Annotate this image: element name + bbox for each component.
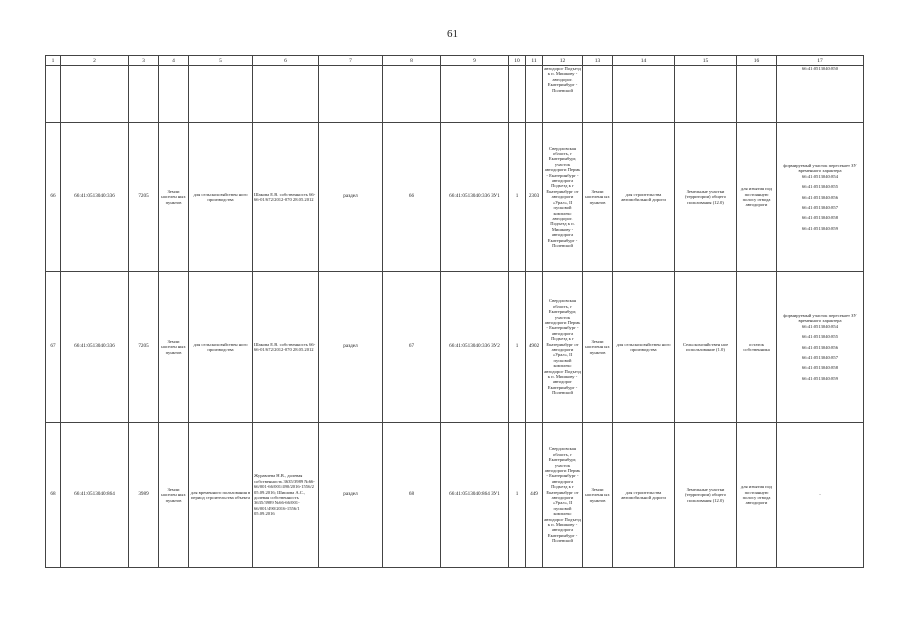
list-item: 66:41:0513040:857 (802, 204, 838, 210)
header-cell: 14 (613, 56, 675, 66)
classifier-cell: Сельскохозяйствен ное использование (1.0) (675, 272, 737, 423)
list-item: 66:41:0513040:856 (802, 344, 838, 350)
header-cell: 10 (509, 56, 526, 66)
cadastral-number: 66:41:0513040:864 (61, 423, 129, 568)
new-area-cell: 4902 (526, 272, 543, 423)
list-item: 66:41:0513040:857 (802, 354, 838, 360)
list-item: 66:41:0513040:854 (802, 323, 838, 329)
list-item: 66:41:0513040:856 (802, 194, 838, 200)
header-cell: 3 (129, 56, 159, 66)
new-use-cell: для строительства автомобильной дороги (613, 123, 675, 272)
header-cell: 16 (737, 56, 777, 66)
classifier-cell: Земельные участки (территории) общего пользования (12.0) (675, 423, 737, 568)
address-cell: Свердловская область, г Екатеринбург, участок автодороги Пермь - Екатеринбург - автодорога Подъезд к г Екатеринбург от автодороги «Урал», II пусковой комплекс автодорог Подъезд к п. Мишкову - автодорог Екатеринбург - Полевской (543, 272, 583, 423)
header-cell: 9 (441, 56, 509, 66)
area-cell: 3989 (129, 423, 159, 568)
note-text: формируемый участок пересекает ЗУ временного характера (783, 312, 857, 324)
header-cell: 13 (583, 56, 613, 66)
new-number-cell: 67 (383, 272, 441, 423)
cadastral-list-cell (777, 423, 864, 568)
row-number: 66 (46, 123, 61, 272)
land-category-cell: Земли населен ных пунктов (159, 423, 189, 568)
header-cell: 7 (319, 56, 383, 66)
permitted-use-cell: для временного пользования в период строительства объекта (189, 423, 253, 568)
header-cell: 2 (61, 56, 129, 66)
area-cell: 7205 (129, 272, 159, 423)
count-cell: 1 (509, 123, 526, 272)
header-cell: 12 (543, 56, 583, 66)
new-cadastral-cell: 66:41:0513040:336 ЗУ2 (441, 272, 509, 423)
continuation-row (46, 66, 864, 123)
row-number: 67 (46, 272, 61, 423)
land-register-table (45, 55, 864, 568)
table-row (46, 123, 864, 272)
new-area-cell: 2303 (526, 123, 543, 272)
list-item: 66:41:0513040:855 (802, 334, 838, 340)
list-item: 66:41:0513040:855 (802, 184, 838, 190)
list-item: - (819, 492, 821, 498)
header-row (46, 56, 864, 66)
permitted-use-cell: для сельскохозяйствен ного производства (189, 272, 253, 423)
list-item: 66:41:0513040:854 (802, 173, 838, 179)
cadastral-list-cell (777, 123, 864, 272)
land-category-cell: Земли населен ных пунктов (159, 272, 189, 423)
cadastral-list-cell (777, 272, 864, 423)
list-item: 66:41:0513040:859 (802, 375, 838, 381)
rights-holder-cell: Журавлева Н.В., долевая собственность 3635/3989 №66-66/001-66/001/490/2016-1556/2 05.09.2016; Шишова А.С., долевая собственность 3635/3989 №66-66/001-66/001/490/2016-1556/1 05.09.2016 (253, 423, 319, 568)
address-cell: Свердловская область, г Екатеринбург, участок автодороги Пермь - Екатеринбург - автодорога Подъезд к г Екатеринбург от автодороги «Урал», II пусковой комплекс автодорог Подъезд к п. Мишкову - автодорога Екатеринбург - Полевской (543, 423, 583, 568)
new-category-cell: Земли населенн ых пунктов (583, 123, 613, 272)
land-category-cell: Земли населен ных пунктов (159, 123, 189, 272)
header-cell: 1 (46, 56, 61, 66)
cadastral-list-cell: 66:41:0513040:850 (777, 66, 864, 123)
purpose-cell: остаток собственника (737, 272, 777, 423)
address-cell: Свердловская область, г Екатеринбург, участок автодороги Пермь - Екатеринбург - автодорога Подъезд к г Екатеринбург от автодороги «Урал», II пусковой комплекс автодорог. Подъезд к п. Мишкову - автодорога Екатеринбург - Полевской (543, 123, 583, 272)
header-cell: 8 (383, 56, 441, 66)
page-number: 61 (447, 28, 458, 40)
header-cell: 4 (159, 56, 189, 66)
operation-cell: раздел (319, 423, 383, 568)
count-cell: 1 (509, 423, 526, 568)
list-item: 66:41:0513040:859 (802, 225, 838, 231)
new-cadastral-cell: 66:41:0513040:336 ЗУ1 (441, 123, 509, 272)
purpose-cell: для изъятия под постоянную полосу отвода автодороги (737, 423, 777, 568)
header-cell: 6 (253, 56, 319, 66)
list-item: 66:41:0513040:858 (802, 215, 838, 221)
table-row (46, 423, 864, 568)
area-cell: 7205 (129, 123, 159, 272)
new-number-cell: 68 (383, 423, 441, 568)
new-use-cell: для сельскохозяйствен ного производства (613, 272, 675, 423)
table-row (46, 272, 864, 423)
address-cell: автодорог Подъезд к п. Мишкову - автодорог. Екатеринбург - Полевской (543, 66, 583, 123)
new-number-cell: 66 (383, 123, 441, 272)
header-cell: 5 (189, 56, 253, 66)
new-cadastral-cell: 66:41:0513040:864 ЗУ1 (441, 423, 509, 568)
new-category-cell: Земли населенн ых пунктов (583, 272, 613, 423)
purpose-cell: для изъятия под постоянную полосу отвода автодороги (737, 123, 777, 272)
new-category-cell: Земли населенн ых пунктов (583, 423, 613, 568)
header-cell: 11 (526, 56, 543, 66)
permitted-use-cell: для сельскохозяйствен ного производства (189, 123, 253, 272)
classifier-cell: Земельные участки (территории) общего пользования (12.0) (675, 123, 737, 272)
note-text: формируемый участок пересекает ЗУ временного характера (783, 162, 857, 174)
operation-cell: раздел (319, 272, 383, 423)
operation-cell: раздел (319, 123, 383, 272)
cadastral-number: 66:41:0513040:336 (61, 123, 129, 272)
rights-holder-cell: Шакова Е.В. собственность 66-66-01/672/2012-070 28.05.2012 (253, 123, 319, 272)
new-area-cell: 449 (526, 423, 543, 568)
list-item: 66:41:0513040:858 (802, 365, 838, 371)
row-number: 68 (46, 423, 61, 568)
cadastral-number: 66:41:0513040:336 (61, 272, 129, 423)
new-use-cell: для строительства автомобильной дороги (613, 423, 675, 568)
header-cell: 17 (777, 56, 864, 66)
count-cell: 1 (509, 272, 526, 423)
rights-holder-cell: Шакова Е.В. собственность 66-66-01/672/2012-070 28.05.2012 (253, 272, 319, 423)
header-cell: 15 (675, 56, 737, 66)
